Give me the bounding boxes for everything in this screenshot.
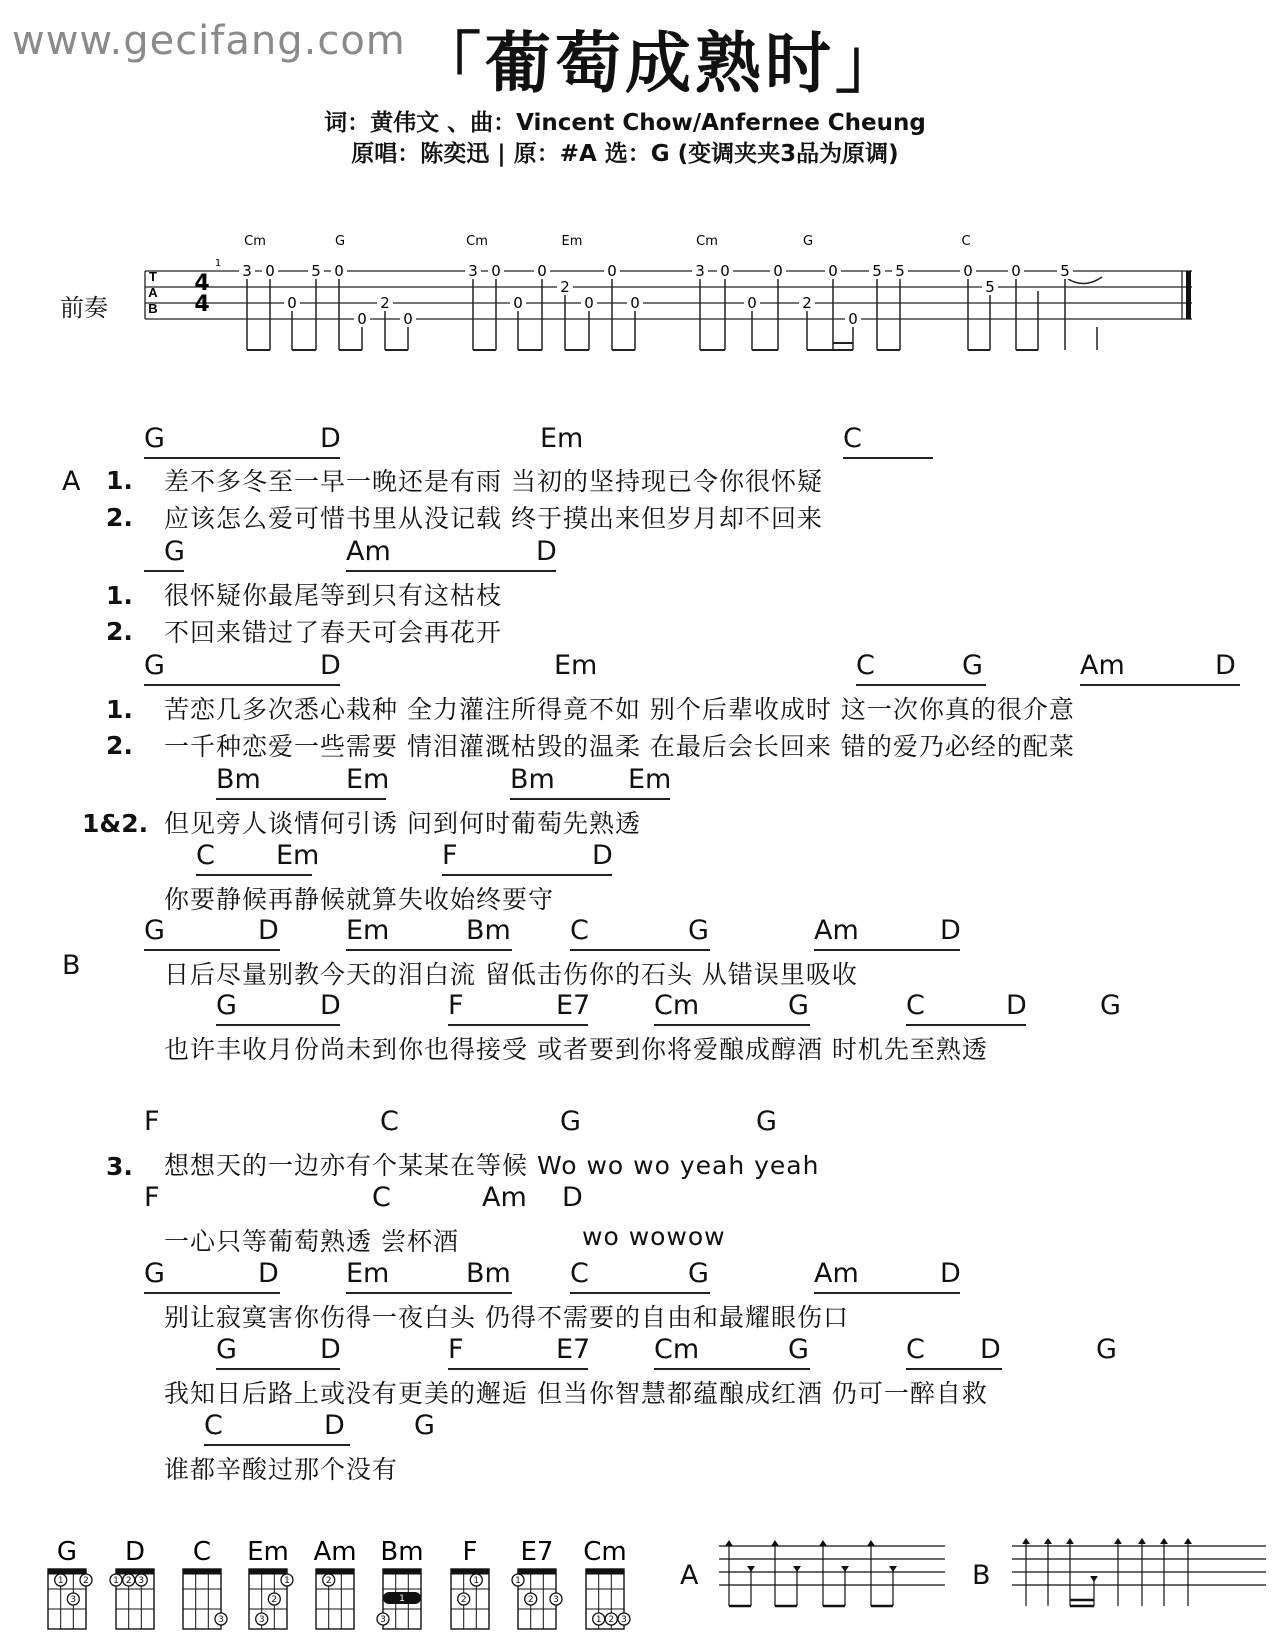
lyric-line: wo wowow xyxy=(582,1222,726,1251)
strum-pattern-b xyxy=(1008,1536,1270,1618)
strum-pattern-a-label: A xyxy=(680,1560,699,1591)
intro-chord-label: C xyxy=(961,235,971,249)
lyric-line: 想想天的一边亦有个某某在等候 Wo wo wo yeah yeah xyxy=(164,1151,820,1180)
chord-diagram-name: Em xyxy=(247,1537,289,1567)
tab-fret-number: 2 xyxy=(560,278,570,296)
lyric-line: 苦恋几多次悉心栽种 全力灌注所得竟不如 别个后辈收成时 这一次你真的很介意 xyxy=(164,695,1075,724)
chord-label: G xyxy=(164,536,185,567)
chord-underline xyxy=(906,1024,1026,1026)
tab-fret-number: 0 xyxy=(630,294,640,312)
strum-pattern-b-label: B xyxy=(972,1560,991,1591)
chord-label: Em xyxy=(346,915,390,946)
tab-fret-number: 0 xyxy=(720,262,730,280)
tab-fret-number: 0 xyxy=(848,310,858,328)
chord-underline xyxy=(144,457,340,459)
chord-label: D xyxy=(1006,990,1027,1021)
chord-label: G xyxy=(144,423,165,454)
chord-underline xyxy=(346,1292,512,1294)
chord-label: G xyxy=(788,1334,809,1365)
lyric-line: 我知日后路上或没有更美的邂逅 但当你智慧都蕴酿成红酒 仍可一醉自救 xyxy=(164,1379,988,1408)
finger-number: 1 xyxy=(595,1615,602,1625)
intro-label: 前奏 xyxy=(60,294,108,322)
chord-diagram-name: C xyxy=(192,1537,212,1567)
chord-label: D xyxy=(258,1258,279,1289)
intro-chord-label: Cm xyxy=(244,235,266,249)
credits-line-singer-key: 原唱：陈奕迅 | 原：#A 选：G (变调夹夹3品为原调) xyxy=(351,141,899,167)
lyric-line: 但见旁人谈情何引诱 问到何时葡萄先熟透 xyxy=(164,809,641,838)
chord-label: Cm xyxy=(654,990,700,1021)
final-barline xyxy=(1186,271,1191,319)
lyric-line: 一千种恋爱一些需要 情泪灌溉枯毁的温柔 在最后会长回来 错的爱乃必经的配菜 xyxy=(164,732,1075,761)
chord-diagram-name: E7 xyxy=(520,1537,554,1567)
tab-fret-number: 5 xyxy=(1060,262,1070,280)
tab-fret-number: 0 xyxy=(607,262,617,280)
tab-finger-mark: 1 xyxy=(214,258,222,269)
credits-line-lyricist-composer: 词：黄伟文 、曲：Vincent Chow/Anfernee Cheung xyxy=(324,110,926,136)
chord-label: Am xyxy=(814,915,859,946)
finger-number: 2 xyxy=(271,1595,278,1605)
section-marker-b: B xyxy=(62,950,81,981)
finger-number: 3 xyxy=(621,1615,627,1625)
chord-label: F xyxy=(144,1106,160,1137)
finger-number: 3 xyxy=(70,1595,77,1605)
tab-fret-number: 0 xyxy=(773,262,783,280)
chord-label: G xyxy=(414,1410,435,1441)
verse-number: 2. xyxy=(106,617,133,646)
lyric-line: 也许丰收月份尚未到你也得接受 或者要到你将爱酿成醇酒 时机先至熟透 xyxy=(164,1035,988,1064)
chord-label: G xyxy=(216,1334,237,1365)
chord-underline xyxy=(442,874,612,876)
chord-label: D xyxy=(258,915,279,946)
chord-label: F xyxy=(144,1182,160,1213)
chord-label: G xyxy=(688,1258,709,1289)
chord-underline xyxy=(814,949,960,951)
tab-fret-number: 0 xyxy=(287,294,297,312)
credits xyxy=(0,108,1280,170)
lyric-line: 很怀疑你最尾等到只有这枯枝 xyxy=(164,581,503,610)
tab-fret-number: 0 xyxy=(747,294,757,312)
chord-underline xyxy=(814,1292,960,1294)
chord-label: C xyxy=(204,1410,223,1441)
chord-label: F xyxy=(448,990,464,1021)
chord-underline xyxy=(346,570,556,572)
chord-label: G xyxy=(216,990,237,1021)
chord-label: Em xyxy=(346,1258,390,1289)
chord-label: Am xyxy=(482,1182,527,1213)
lyric-line: 一心只等葡萄熟透 尝杯酒 xyxy=(164,1227,459,1256)
verse-number: 2. xyxy=(106,731,133,760)
chord-underline xyxy=(144,949,280,951)
tab-fret-number: 5 xyxy=(985,278,995,296)
chord-underline xyxy=(1080,684,1240,686)
chord-label: Am xyxy=(346,536,391,567)
tab-fret-number: 0 xyxy=(537,262,547,280)
chord-label: G xyxy=(144,1258,165,1289)
chord-underline xyxy=(654,1368,810,1370)
chord-label: G xyxy=(1096,1334,1117,1365)
tab-fret-number: 2 xyxy=(380,294,390,312)
verse-number: 2. xyxy=(106,503,133,532)
chord-label: Em xyxy=(276,840,320,871)
chord-label: D xyxy=(320,990,341,1021)
finger-number: 2 xyxy=(125,1576,132,1586)
chord-label: D xyxy=(980,1334,1001,1365)
tab-fret-number: 0 xyxy=(403,310,413,328)
chord-diagram-name: Bm xyxy=(380,1537,424,1567)
tab-fret-number: 5 xyxy=(872,262,882,280)
finger-number: 2 xyxy=(325,1576,332,1586)
lyric-line: 你要静候再静候就算失收始终要守 xyxy=(164,885,555,914)
chord-label: E7 xyxy=(556,1334,591,1365)
chord-label: Em xyxy=(346,764,390,795)
chord-diagrams xyxy=(40,1536,640,1632)
finger-number: 1 xyxy=(113,1576,119,1586)
chord-label: G xyxy=(560,1106,581,1137)
tab-fret-number: 0 xyxy=(334,262,344,280)
finger-number: 1 xyxy=(473,1576,480,1586)
chord-label: D xyxy=(324,1410,345,1441)
tab-fret-number: 0 xyxy=(963,262,973,280)
chord-label: G xyxy=(144,650,165,681)
chord-label: C xyxy=(906,990,925,1021)
tab-fret-number: 5 xyxy=(895,262,905,280)
tab-fret-number: 0 xyxy=(584,294,594,312)
site-watermark: www.gecifang.com xyxy=(12,18,406,64)
finger-number: 2 xyxy=(608,1615,615,1625)
finger-number: 1 xyxy=(284,1576,290,1586)
chord-label: E7 xyxy=(556,990,591,1021)
tab-fret-number: 2 xyxy=(802,294,812,312)
lyric-line: 别让寂寞害你伤得一夜白头 仍得不需要的自由和最耀眼伤口 xyxy=(164,1303,849,1332)
lyric-line: 谁都辛酸过那个没有 xyxy=(164,1455,399,1484)
chord-label: D xyxy=(536,536,557,567)
chord-label: Bm xyxy=(466,1258,511,1289)
chord-label: C xyxy=(843,423,862,454)
chord-diagram-name: F xyxy=(462,1537,478,1567)
intro-tablature xyxy=(140,235,1210,365)
chord-underline xyxy=(144,1292,280,1294)
chord-underline xyxy=(216,798,386,800)
finger-number: 2 xyxy=(460,1595,467,1605)
chord-underline xyxy=(843,457,933,459)
chord-label: Cm xyxy=(654,1334,700,1365)
tab-fret-number: 3 xyxy=(468,262,478,280)
chord-label: D xyxy=(320,650,341,681)
chord-label: F xyxy=(448,1334,464,1365)
section-marker-a: A xyxy=(62,466,81,497)
finger-number: 3 xyxy=(553,1595,559,1605)
finger-number: 3 xyxy=(138,1576,145,1586)
finger-number: 3 xyxy=(380,1615,386,1625)
chord-label: F xyxy=(442,840,458,871)
intro-chord-label: Em xyxy=(561,235,583,249)
chord-underline xyxy=(144,684,340,686)
chord-label: C xyxy=(380,1106,399,1137)
chord-label: G xyxy=(144,915,165,946)
chord-label: G xyxy=(962,650,983,681)
chord-underline xyxy=(570,1292,710,1294)
chord-label: D xyxy=(320,423,341,454)
tab-string-letter: B xyxy=(148,301,158,316)
song-title: 「葡萄成熟时」 xyxy=(415,25,905,102)
finger-number: 2 xyxy=(527,1595,534,1605)
chord-label: Bm xyxy=(510,764,555,795)
chord-label: C xyxy=(570,915,589,946)
chord-diagram-name: G xyxy=(56,1537,78,1567)
chord-label: D xyxy=(320,1334,341,1365)
chord-label: C xyxy=(372,1182,391,1213)
finger-number: 1 xyxy=(515,1576,521,1586)
finger-number: 1 xyxy=(399,1594,405,1604)
chord-underline xyxy=(346,949,512,951)
intro-chord-label: G xyxy=(334,235,346,249)
time-signature-bottom: 4 xyxy=(194,292,210,317)
intro-chord-label: G xyxy=(802,235,814,249)
tab-stems xyxy=(247,275,1097,350)
chord-label: D xyxy=(592,840,613,871)
chord-label: C xyxy=(196,840,215,871)
chord-underline xyxy=(204,1444,350,1446)
lyric-line: 应该怎么爱可惜书里从没记载 终于摸出来但岁月却不回来 xyxy=(164,504,823,533)
chord-label: G xyxy=(688,915,709,946)
lyric-line: 差不多冬至一早一晚还是有雨 当初的坚持现已令你很怀疑 xyxy=(164,467,823,496)
chord-label: C xyxy=(906,1334,925,1365)
tie-arc xyxy=(1068,277,1102,284)
chord-label: Am xyxy=(1080,650,1125,681)
time-signature-top: 4 xyxy=(194,271,210,296)
chord-underline xyxy=(856,684,986,686)
finger-number: 2 xyxy=(83,1576,89,1586)
chord-label: Bm xyxy=(216,764,261,795)
strum-pattern-a xyxy=(715,1538,950,1618)
lyric-line: 不回来错过了春天可会再花开 xyxy=(164,618,503,647)
tab-fret-number: 5 xyxy=(311,262,321,280)
tab-string-letter: A xyxy=(148,285,158,300)
chord-label: G xyxy=(788,990,809,1021)
finger-number: 3 xyxy=(218,1615,224,1625)
tab-fret-number: 0 xyxy=(265,262,275,280)
tab-fret-number: 0 xyxy=(828,262,838,280)
intro-chord-label: Cm xyxy=(466,235,488,249)
chord-underline xyxy=(448,1368,588,1370)
tab-string-letter: T xyxy=(149,269,157,284)
tab-fret-number: 0 xyxy=(357,310,367,328)
chord-label: Em xyxy=(540,423,584,454)
chord-label: D xyxy=(562,1182,583,1213)
chord-label: Bm xyxy=(466,915,511,946)
chord-label: Em xyxy=(628,764,672,795)
verse-number: 1. xyxy=(106,466,133,495)
chord-label: Am xyxy=(814,1258,859,1289)
chord-underline xyxy=(144,570,184,572)
chord-underline xyxy=(448,1024,588,1026)
chord-underline xyxy=(570,949,710,951)
chord-diagram-name: Am xyxy=(313,1537,357,1567)
chord-underline xyxy=(906,1368,1002,1370)
verse-number: 1&2. xyxy=(82,809,149,838)
tab-fret-number: 0 xyxy=(491,262,501,280)
verse-number: 1. xyxy=(106,581,133,610)
chord-label: C xyxy=(570,1258,589,1289)
tab-fret-number: 0 xyxy=(1011,262,1021,280)
lyric-line: 日后尽量别教今天的泪白流 留低击伤你的石头 从错误里吸收 xyxy=(164,960,858,989)
chord-underline xyxy=(216,1368,340,1370)
tab-beams xyxy=(247,343,1038,350)
chord-label: G xyxy=(1100,990,1121,1021)
intro-chord-label: Cm xyxy=(696,235,718,249)
chord-diagram-name: Cm xyxy=(583,1537,627,1567)
tab-fret-number: 3 xyxy=(242,262,252,280)
tab-fret-number: 0 xyxy=(513,294,523,312)
chord-label: Em xyxy=(554,650,598,681)
finger-number: 1 xyxy=(57,1576,64,1586)
chord-label: D xyxy=(1215,650,1236,681)
chord-underline xyxy=(216,1024,340,1026)
chord-label: D xyxy=(940,915,961,946)
verse-number: 3. xyxy=(106,1152,133,1181)
chord-label: C xyxy=(856,650,875,681)
tab-fret-number: 3 xyxy=(695,262,705,280)
chord-underline xyxy=(196,874,312,876)
chord-label: G xyxy=(756,1106,777,1137)
chord-diagram-name: D xyxy=(124,1537,146,1567)
finger-number: 3 xyxy=(258,1615,265,1625)
chord-underline xyxy=(654,1024,810,1026)
chord-label: D xyxy=(940,1258,961,1289)
chord-underline xyxy=(510,798,670,800)
verse-number: 1. xyxy=(106,695,133,724)
